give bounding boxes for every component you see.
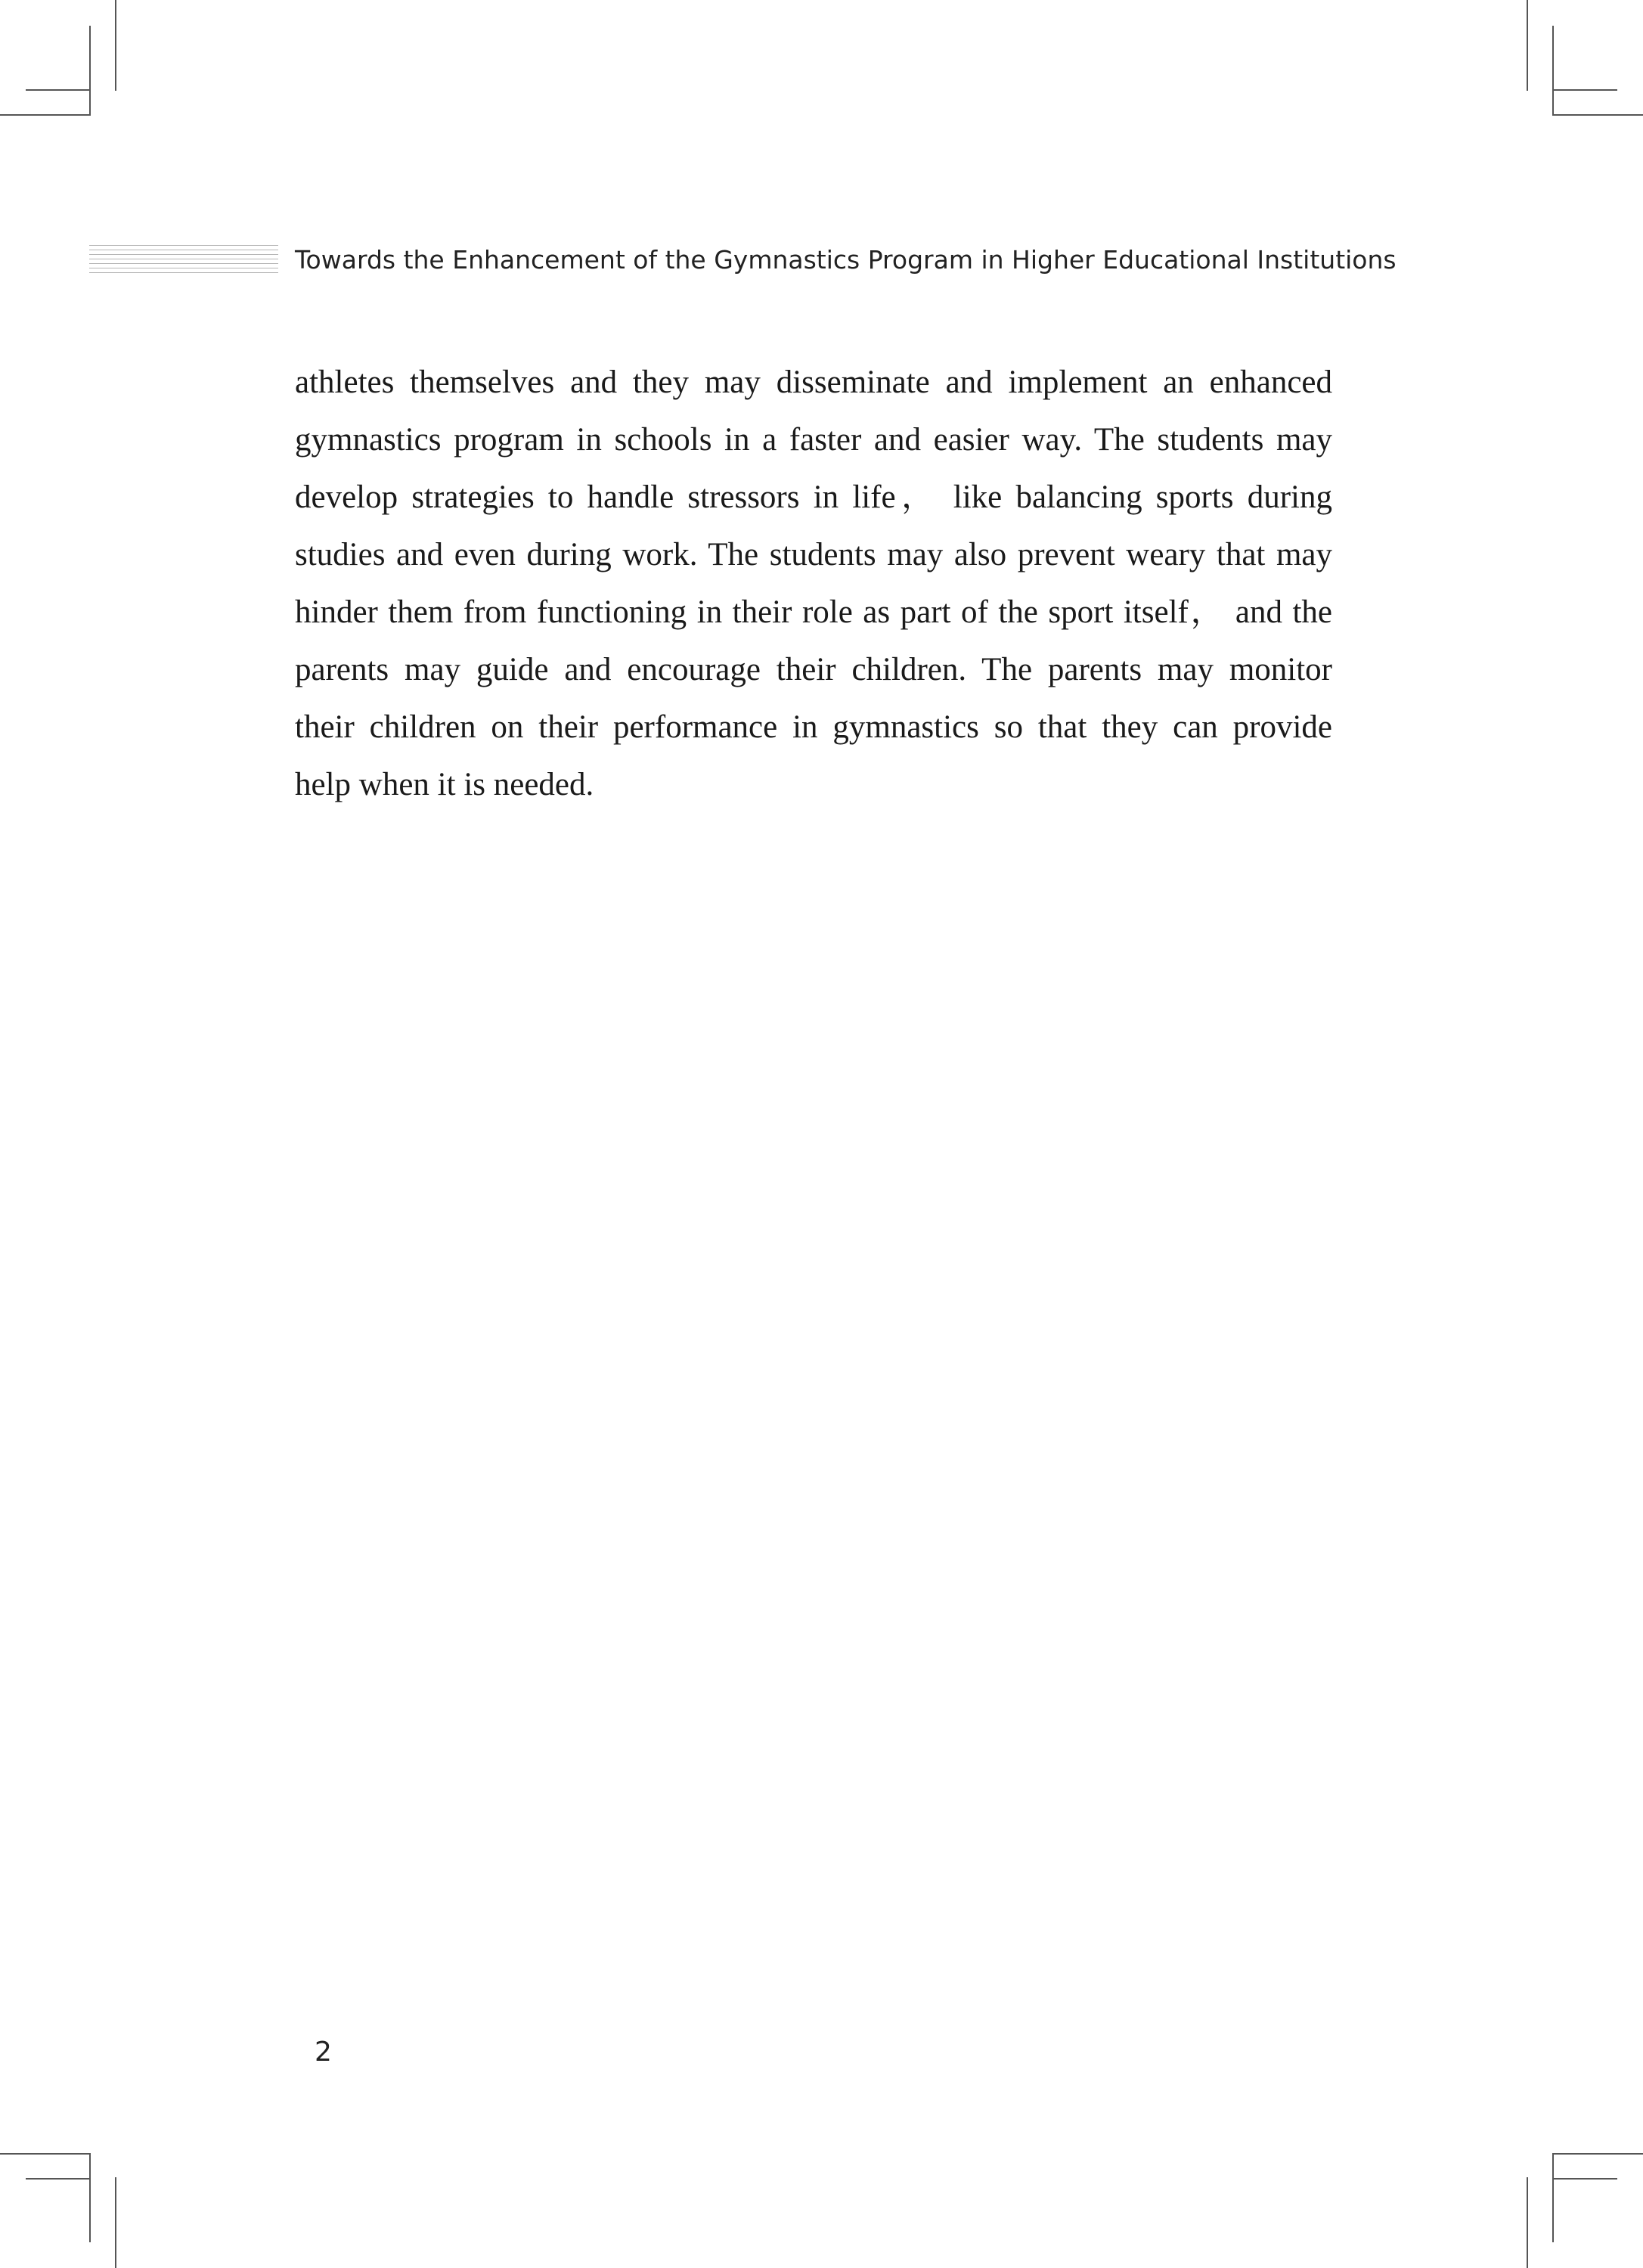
crop-mark-top-right-vertical bbox=[1552, 26, 1554, 115]
body-line: athletes themselves and they may disseminate and implement an enhanced bbox=[295, 365, 1332, 400]
body-line: studies and even during work. The students may also prevent weary that may bbox=[295, 537, 1332, 572]
crop-mark-bottom-left-horizontal-outer bbox=[0, 2153, 91, 2155]
page-number: 2 bbox=[315, 2037, 332, 2068]
body-line: help when it is needed. bbox=[295, 767, 594, 802]
crop-mark-bottom-right-vertical bbox=[1552, 2153, 1554, 2242]
body-line: their children on their performance in gymnastics so that they can provide bbox=[295, 709, 1332, 745]
crop-mark-top-left-horizontal bbox=[26, 89, 91, 91]
header-decorative-rules bbox=[89, 245, 278, 275]
crop-mark-bottom-right-horizontal bbox=[1552, 2178, 1617, 2180]
crop-mark-top-left-vertical bbox=[89, 26, 91, 115]
crop-mark-top-right-horizontal bbox=[1552, 89, 1617, 91]
running-head: Towards the Enhancement of the Gymnastics Program in Higher Educational Institutions bbox=[295, 245, 1397, 275]
body-paragraph bbox=[295, 354, 1332, 814]
crop-mark-top-right-vertical-outer bbox=[1527, 0, 1528, 91]
body-line: hinder them from functioning in their role as part of the sport itself， and the bbox=[295, 594, 1332, 630]
crop-mark-bottom-right-horizontal-outer bbox=[1552, 2153, 1643, 2155]
crop-mark-top-left-vertical-outer bbox=[115, 0, 116, 91]
crop-mark-top-left-horizontal-outer bbox=[0, 114, 91, 116]
body-line: develop strategies to handle stressors in life， like balancing sports during bbox=[295, 479, 1332, 515]
body-line: parents may guide and encourage their children. The parents may monitor bbox=[295, 652, 1332, 687]
crop-mark-bottom-left-vertical-outer bbox=[115, 2177, 116, 2268]
crop-mark-bottom-left-horizontal bbox=[26, 2178, 91, 2180]
crop-mark-top-right-horizontal-outer bbox=[1552, 114, 1643, 116]
crop-mark-bottom-right-vertical-outer bbox=[1527, 2177, 1528, 2268]
body-line: gymnastics program in schools in a faster and easier way. The students may bbox=[295, 422, 1332, 458]
crop-mark-bottom-left-vertical bbox=[89, 2153, 91, 2242]
